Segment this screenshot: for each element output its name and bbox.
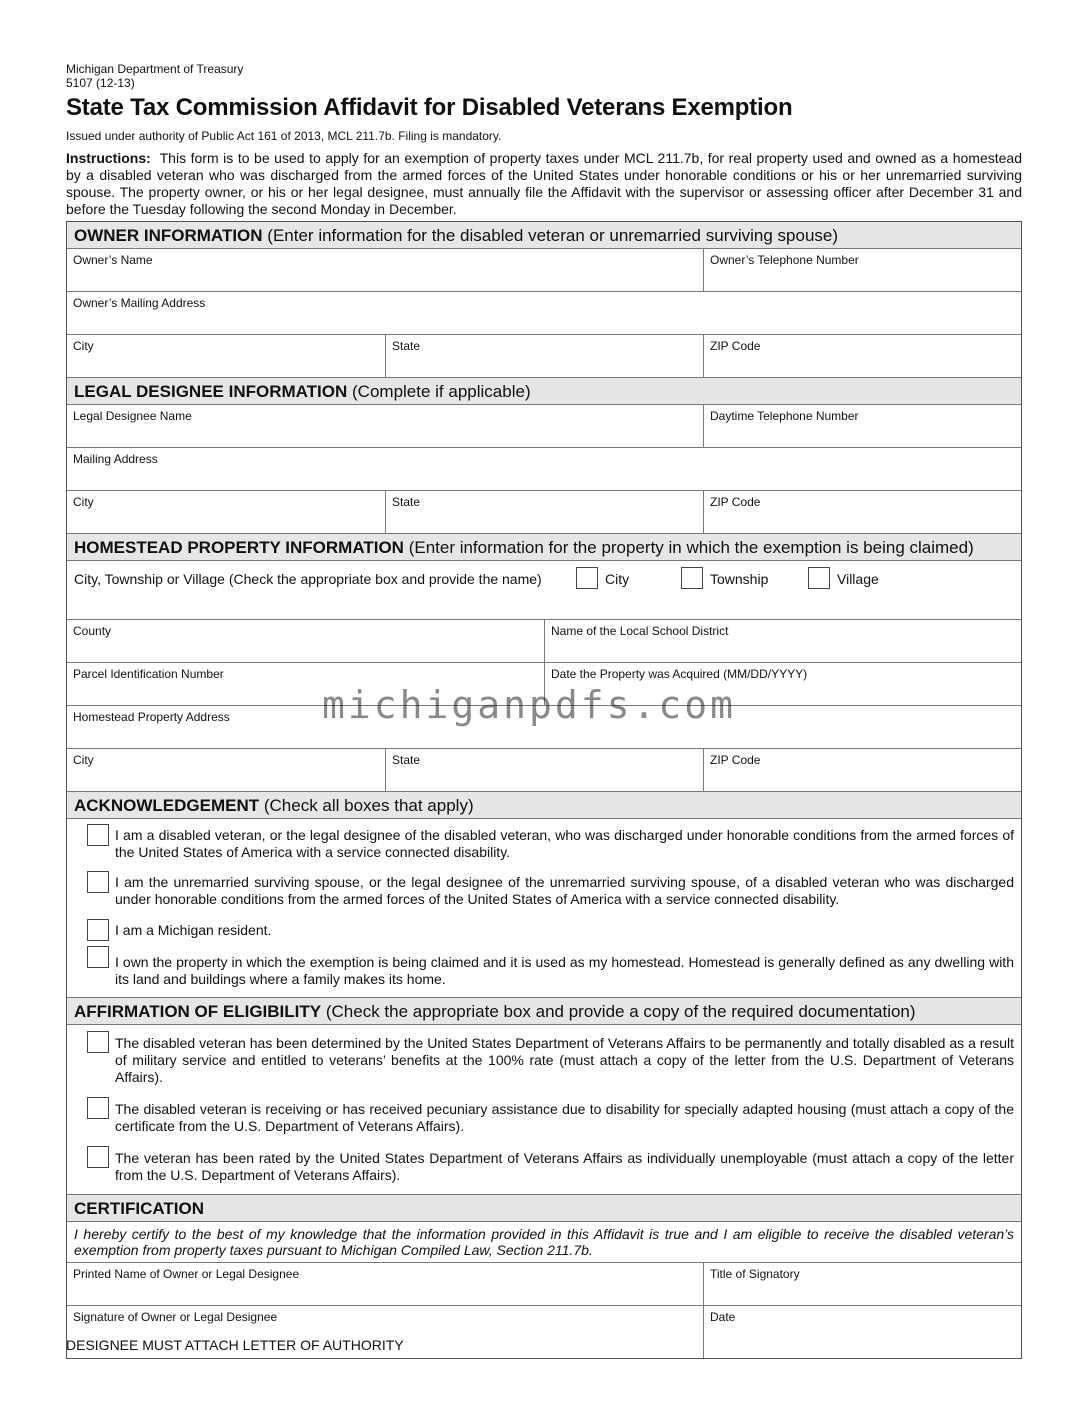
instructions-label: Instructions: — [66, 150, 151, 166]
village-checkbox[interactable] — [808, 567, 830, 589]
affirmation-text-3: The veteran has been rated by the United States Department of Veterans Affairs as individually unemployable (must attach a copy of the letter from the U.S. Department of Veterans Affairs). — [115, 1150, 1014, 1183]
affirmation-list — [67, 1025, 1021, 1195]
owner-name-label: Owner’s Name — [73, 253, 153, 267]
instructions-text: This form is to be used to apply for an exemption of property taxes under MCL 211.7b, for real property used and owned as a homestead by a disabled veteran who was discharged from the armed forces of the United States under honorable conditions or his or her unremarried surviving spouse. The property owner, or his or her legal designee, must annually file the Affidavit with the supervisor or assessing officer after December 31 and before the Tuesday following the second Monday in December. — [66, 150, 1022, 217]
affirmation-checkbox-2[interactable] — [87, 1097, 109, 1119]
certification-section-header — [67, 1195, 1021, 1222]
city-checkbox[interactable] — [576, 567, 598, 589]
acknowledgement-heading-note: (Check all boxes that apply) — [263, 796, 474, 815]
date-label: Date — [710, 1310, 736, 1324]
affirmation-checkbox-1[interactable] — [87, 1031, 109, 1053]
village-option-label: Village — [837, 571, 879, 587]
acknowledgement-list — [67, 819, 1021, 998]
acknowledgement-text-1: I am a disabled veteran, or the legal designee of the disabled veteran, who was discharged under honorable conditions from the armed forces of the United States of America with a service connected disability. — [115, 827, 1014, 860]
acknowledgement-text-2: I am the unremarried surviving spouse, or the legal designee of the unremarried surviving spouse, of a disabled veteran who was discharged under honorable conditions from the armed forces of the United States of America with a service connected disability. — [115, 874, 1014, 907]
acknowledgement-item — [67, 874, 1021, 908]
acknowledgement-checkbox-3[interactable] — [87, 919, 109, 941]
designee-phone-field[interactable] — [703, 405, 1021, 447]
designee-address-label: Mailing Address — [73, 452, 158, 466]
department-name: Michigan Department of Treasury — [66, 62, 244, 76]
acknowledgement-heading: ACKNOWLEDGEMENT — [74, 796, 260, 815]
homestead-heading: HOMESTEAD PROPERTY INFORMATION — [74, 538, 404, 557]
affirmation-item — [67, 1101, 1021, 1135]
designee-address-field[interactable] — [67, 448, 1021, 490]
city-option-label: City — [605, 571, 630, 587]
homestead-section-header — [67, 534, 1021, 561]
owner-zip-field[interactable] — [703, 335, 1021, 377]
designee-section-header — [67, 378, 1021, 405]
owner-zip-label: ZIP Code — [710, 339, 761, 353]
printed-name-label: Printed Name of Owner or Legal Designee — [73, 1267, 300, 1281]
municipality-type-row — [67, 561, 1021, 620]
designee-name-field[interactable] — [67, 405, 703, 447]
designee-state-label: State — [392, 495, 421, 509]
date-acquired-label: Date the Property was Acquired (MM/DD/YYYY) — [551, 667, 808, 681]
affirmation-text-2: The disabled veteran is receiving or has received pecuniary assistance due to disability for specially adapted housing (must attach a copy of the certificate from the U.S. Department of Veterans Affairs). — [115, 1101, 1014, 1134]
affirmation-heading-note: (Check the appropriate box and provide a copy of the required documentation) — [325, 1002, 916, 1021]
owner-heading-note: (Enter information for the disabled veteran or unremarried surviving spouse) — [267, 226, 839, 245]
acknowledgement-item — [67, 954, 1021, 988]
owner-name-field[interactable] — [67, 249, 703, 291]
homestead-city-label: City — [73, 753, 94, 767]
homestead-address-label: Homestead Property Address — [73, 710, 230, 724]
county-label: County — [73, 624, 112, 638]
instructions — [66, 150, 1022, 218]
county-field[interactable] — [67, 620, 544, 662]
affidavit-form — [66, 221, 1022, 1359]
designee-city-field[interactable] — [67, 491, 385, 533]
township-checkbox[interactable] — [681, 567, 703, 589]
issued-authority: Issued under authority of Public Act 161 of 2013, MCL 211.7b. Filing is mandatory. — [66, 129, 502, 143]
designee-city-label: City — [73, 495, 94, 509]
homestead-city-field[interactable] — [67, 749, 385, 791]
designee-heading-note: (Complete if applicable) — [352, 382, 531, 401]
owner-phone-label: Owner’s Telephone Number — [710, 253, 859, 267]
parcel-id-label: Parcel Identification Number — [73, 667, 224, 681]
homestead-state-label: State — [392, 753, 421, 767]
owner-phone-field[interactable] — [703, 249, 1021, 291]
designee-zip-field[interactable] — [703, 491, 1021, 533]
designee-phone-label: Daytime Telephone Number — [710, 409, 859, 423]
homestead-zip-label: ZIP Code — [710, 753, 761, 767]
footer-note: DESIGNEE MUST ATTACH LETTER OF AUTHORITY — [66, 1337, 404, 1353]
owner-city-label: City — [73, 339, 94, 353]
acknowledgement-text-3: I am a Michigan resident. — [115, 922, 272, 938]
signatory-title-field[interactable] — [703, 1263, 1021, 1305]
signatory-title-label: Title of Signatory — [710, 1267, 800, 1281]
designee-state-field[interactable] — [385, 491, 703, 533]
designee-heading: LEGAL DESIGNEE INFORMATION — [74, 382, 348, 401]
homestead-state-field[interactable] — [385, 749, 703, 791]
designee-name-label: Legal Designee Name — [73, 409, 192, 423]
affirmation-item — [67, 1035, 1021, 1086]
acknowledgement-checkbox-4[interactable] — [87, 946, 109, 968]
school-district-field[interactable] — [544, 620, 1021, 662]
affirmation-heading: AFFIRMATION OF ELIGIBILITY — [74, 1002, 322, 1021]
owner-address-field[interactable] — [67, 292, 1021, 334]
acknowledgement-item — [67, 922, 1021, 939]
page-title: State Tax Commission Affidavit for Disabled Veterans Exemption — [66, 94, 793, 121]
acknowledgement-item — [67, 827, 1021, 861]
owner-state-field[interactable] — [385, 335, 703, 377]
date-field[interactable] — [703, 1306, 1021, 1358]
acknowledgement-text-4: I own the property in which the exemption is being claimed and it is used as my homestead. Homestead is generally defined as any dwelling with its land and buildings where a family makes its home. — [115, 954, 1014, 987]
township-option-label: Township — [710, 571, 769, 587]
affirmation-item — [67, 1150, 1021, 1184]
signature-label: Signature of Owner or Legal Designee — [73, 1310, 278, 1324]
owner-city-field[interactable] — [67, 335, 385, 377]
form-number: 5107 (12-13) — [66, 76, 135, 90]
owner-heading: OWNER INFORMATION — [74, 226, 263, 245]
municipality-type-label: City, Township or Village (Check the appropriate box and provide the name) — [74, 571, 542, 587]
designee-zip-label: ZIP Code — [710, 495, 761, 509]
watermark: michiganpdfs.com — [322, 683, 737, 727]
affirmation-text-1: The disabled veteran has been determined by the United States Department of Veterans Affairs to be permanently and totally disabled as a result of military service and entitled to veterans’ benefits at the 100% rate (must attach a copy of the letter from the U.S. Department of Veterans Affairs). — [115, 1035, 1014, 1085]
acknowledgement-checkbox-1[interactable] — [87, 824, 109, 846]
printed-name-field[interactable] — [67, 1263, 703, 1305]
school-district-label: Name of the Local School District — [551, 624, 729, 638]
certification-heading: CERTIFICATION — [74, 1199, 205, 1218]
owner-state-label: State — [392, 339, 421, 353]
owner-section-header — [67, 222, 1021, 249]
affirmation-section-header — [67, 998, 1021, 1025]
affirmation-checkbox-3[interactable] — [87, 1146, 109, 1168]
homestead-heading-note: (Enter information for the property in which the exemption is being claimed) — [408, 538, 974, 557]
acknowledgement-section-header — [67, 792, 1021, 819]
owner-address-label: Owner’s Mailing Address — [73, 296, 206, 310]
homestead-zip-field[interactable] — [703, 749, 1021, 791]
certification-statement: I hereby certify to the best of my knowledge that the information provided in this Affidavit is true and I am eligible to receive the disabled veteran’s exemption from property taxes pursuant to Michigan Compiled Law, Section 211.7b. — [67, 1222, 1021, 1263]
acknowledgement-checkbox-2[interactable] — [87, 871, 109, 893]
